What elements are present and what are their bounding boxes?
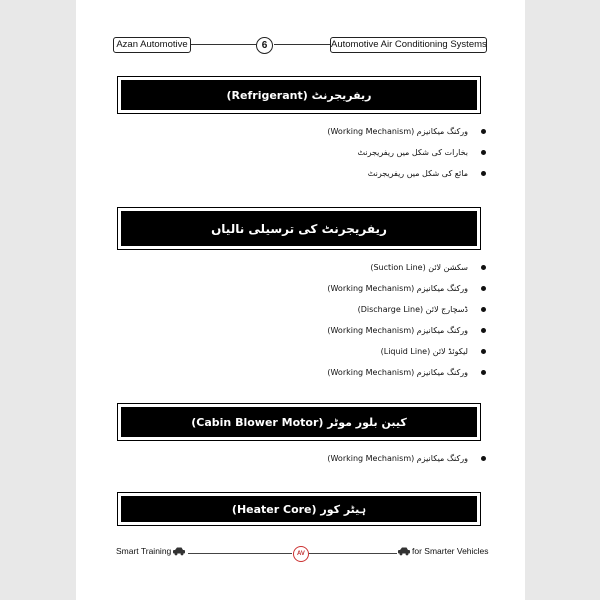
list-item	[76, 362, 486, 383]
bullet-icon	[481, 265, 486, 270]
bullet-icon	[481, 307, 486, 312]
header-brand-label: Azan Automotive	[113, 37, 191, 53]
list-item	[76, 257, 486, 278]
list-item	[76, 121, 486, 142]
bullet-icon	[481, 370, 486, 375]
bullet-icon	[481, 171, 486, 176]
bullet-icon	[481, 150, 486, 155]
car-icon	[397, 546, 411, 556]
list-item-text: ورکنگ میکانیزم (Working Mechanism)	[327, 368, 468, 377]
list-item-text: مائع کی شکل میں ریفریجرنٹ	[367, 169, 468, 178]
footer-divider-right	[309, 553, 397, 554]
bullet-icon	[481, 328, 486, 333]
footer-right-text: for Smarter Vehicles	[412, 546, 489, 556]
footer-divider-left	[188, 553, 292, 554]
list-item-text: ڈسچارج لائن (Discharge Line)	[357, 305, 468, 314]
car-icon	[172, 546, 186, 556]
section-list-refrigerant	[76, 121, 486, 184]
list-item-text: سکشن لائن (Suction Line)	[370, 263, 468, 272]
section-heading-cabin-blower-motor	[121, 407, 477, 437]
header-divider-left	[191, 44, 256, 45]
section-heading-text: ریفریجرنٹ کی ترسیلی نالیاں	[211, 221, 387, 236]
document-page	[76, 0, 525, 600]
bullet-icon	[481, 286, 486, 291]
bullet-icon	[481, 349, 486, 354]
list-item	[76, 320, 486, 341]
list-item	[76, 163, 486, 184]
list-item-text: ورکنگ میکانیزم (Working Mechanism)	[327, 284, 468, 293]
footer-left-text: Smart Training	[116, 546, 172, 556]
bullet-icon	[481, 129, 486, 134]
list-item	[76, 341, 486, 362]
section-heading-refrigerant	[121, 80, 477, 110]
list-item-text: ورکنگ میکانیزم (Working Mechanism)	[327, 326, 468, 335]
list-item-text: ورکنگ میکانیزم (Working Mechanism)	[327, 127, 468, 136]
list-item-text: لیکوئڈ لائن (Liquid Line)	[380, 347, 468, 356]
header-title-label: Automotive Air Conditioning Systems	[330, 37, 487, 53]
section-heading-text: ریفریجرنٹ (Refrigerant)	[226, 88, 372, 102]
section-list-refrigerant-lines	[76, 257, 486, 383]
list-item-text: ورکنگ میکانیزم (Working Mechanism)	[327, 454, 468, 463]
section-heading-text: کیبن بلور موٹر (Cabin Blower Motor)	[191, 415, 407, 429]
list-item	[76, 278, 486, 299]
header-divider-right	[274, 44, 330, 45]
list-item-text: بخارات کی شکل میں ریفریجرنٹ	[357, 148, 468, 157]
page-number: 6	[256, 37, 273, 54]
section-heading-refrigerant-lines	[121, 211, 477, 246]
list-item	[76, 142, 486, 163]
section-heading-text: ہیٹر کور (Heater Core)	[231, 502, 367, 516]
bullet-icon	[481, 456, 486, 461]
logo-icon: AV	[293, 546, 309, 562]
section-heading-heater-core	[121, 496, 477, 522]
list-item	[76, 299, 486, 320]
list-item	[76, 448, 486, 469]
section-list-cabin-blower-motor	[76, 448, 486, 469]
